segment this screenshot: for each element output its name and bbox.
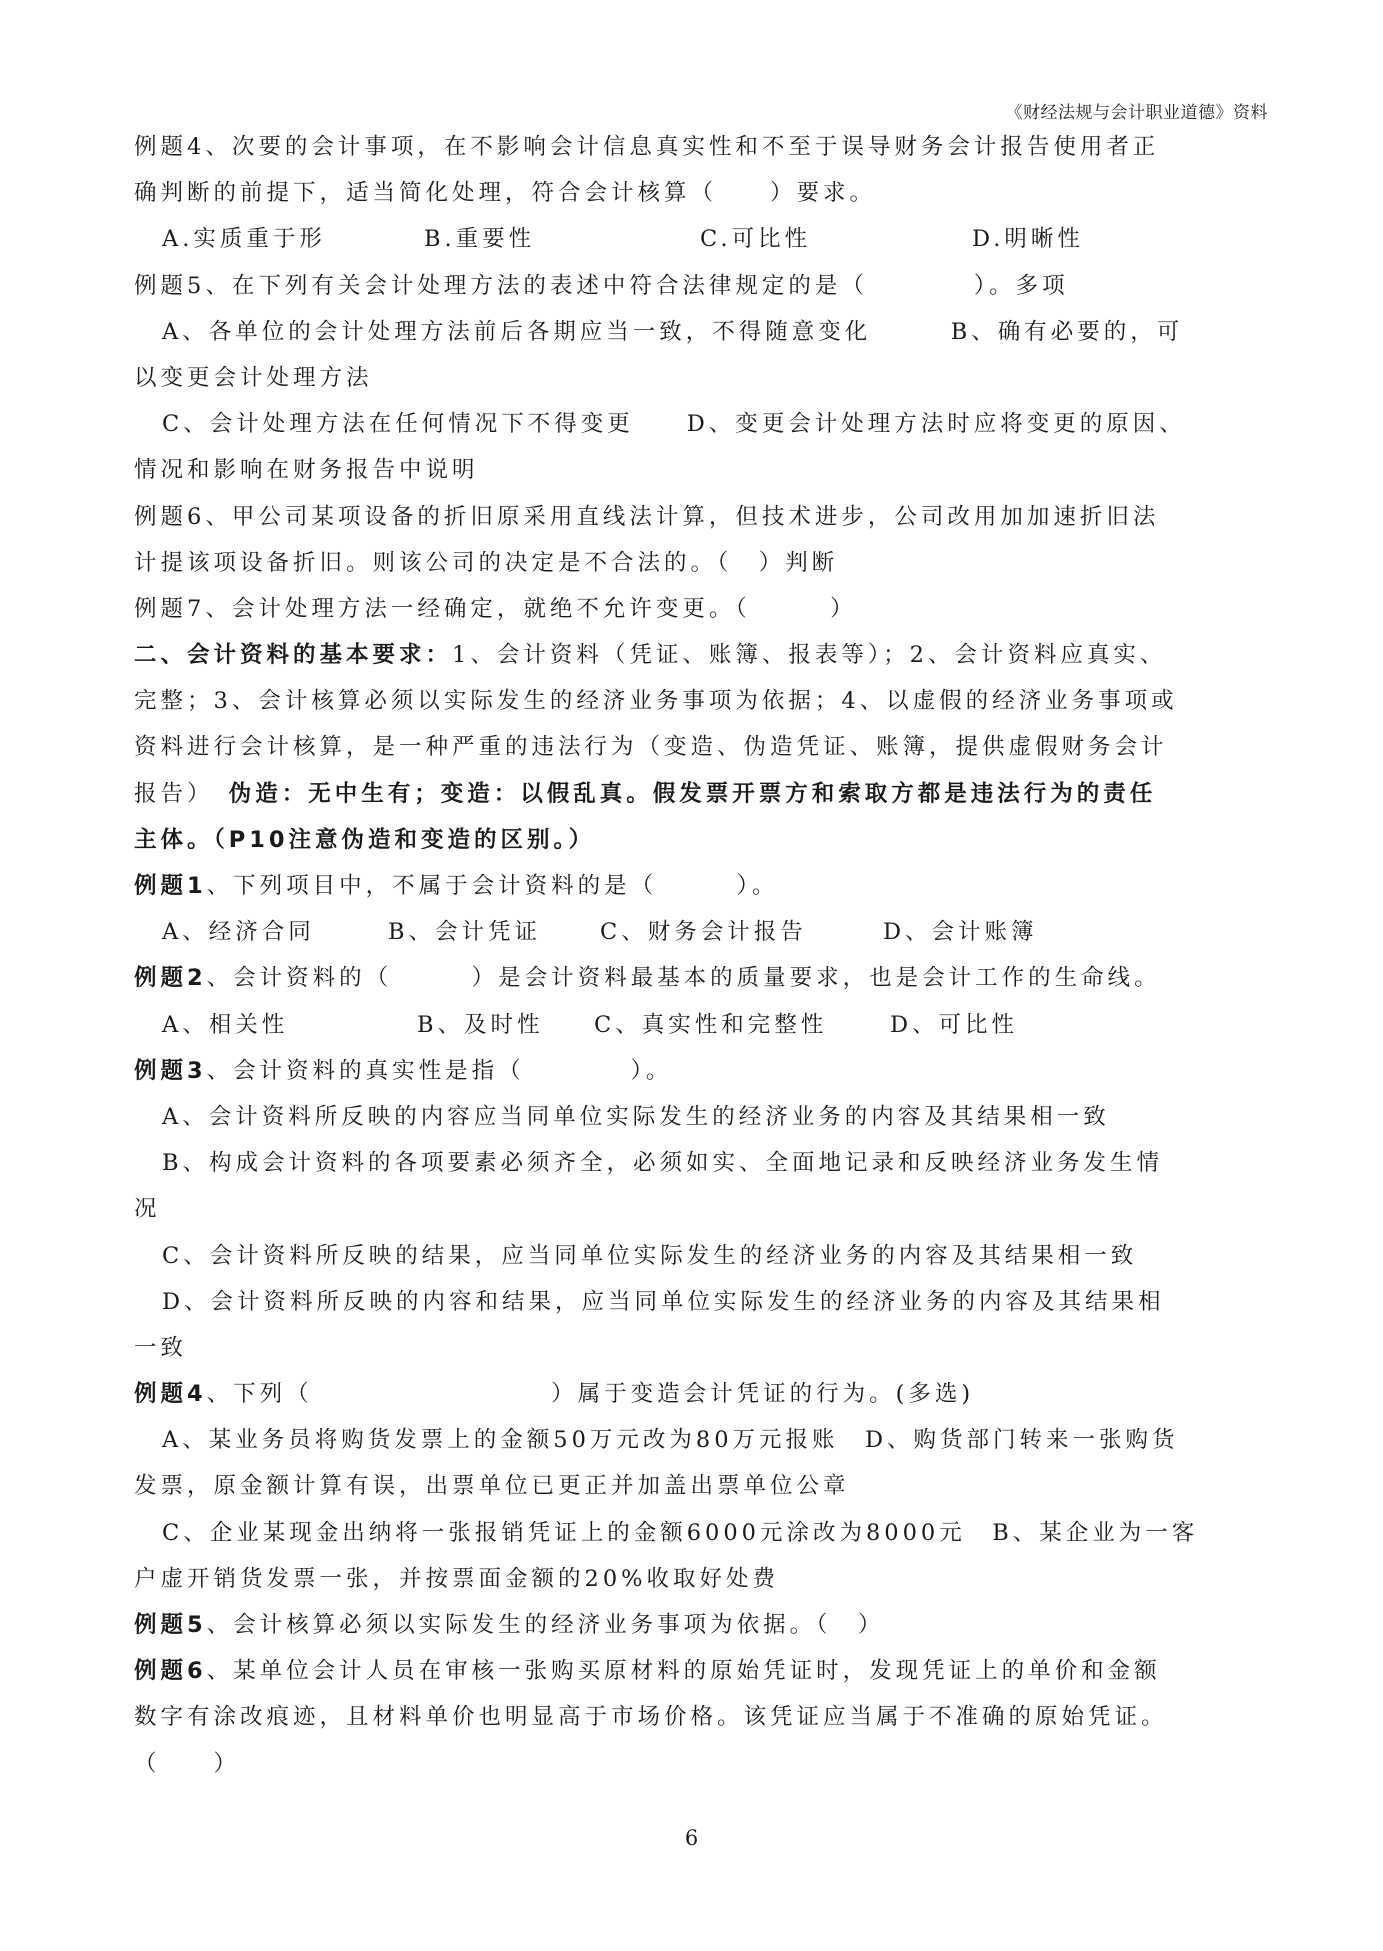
example-line: [134, 1371, 1252, 1417]
text-line: A、会计资料所反映的内容应当同单位实际发生的经济业务的内容及其结果相一致: [162, 1103, 1110, 1130]
option-d: D、可比性: [890, 1011, 1019, 1038]
option-row: [134, 909, 1252, 955]
example-line: [134, 1048, 1252, 1094]
example-line: [134, 863, 1252, 909]
option-c: C、财务会计报告: [600, 919, 807, 946]
example-label: 例题5: [134, 1612, 207, 1638]
option-b: B.重要性: [424, 226, 536, 253]
option-d: D.明晰性: [972, 226, 1084, 253]
page-body: [134, 124, 1252, 1787]
report-prefix: 报告）: [134, 780, 229, 807]
example-text: 、下列（ ）属于变造会计凭证的行为。(多选): [206, 1381, 975, 1408]
text-line: 资料进行会计核算，是一种严重的违法行为（变造、伪造凭证、账簿，提供虚假财务会计: [134, 734, 1168, 761]
text-line: C、会计处理方法在任何情况下不得变更 D、变更会计处理方法时应将变更的原因、: [162, 411, 1186, 438]
text-line: 以变更会计处理方法: [134, 364, 373, 391]
running-header: 《财经法规与会计职业道德》资料: [1005, 103, 1268, 123]
text-line: （ ）: [134, 1750, 241, 1777]
text-line: 发票，原金额计算有误，出票单位已更正并加盖出票单位公章: [134, 1473, 850, 1500]
text-line: 情况和影响在财务报告中说明: [134, 457, 479, 484]
bold-note-line: 主体。（P10注意伪造和变造的区别。）: [134, 826, 596, 853]
example-label: 例题3: [134, 1057, 207, 1084]
option-d: D、会计账簿: [883, 919, 1038, 946]
example-line: [134, 955, 1252, 1001]
text-line: 例题4、次要的会计事项，在不影响会计信息真实性和不至于误导财务会计报告使用者正: [134, 134, 1160, 160]
text-line: 例题7、会计处理方法一经确定，就绝不允许变更。（ ）: [134, 595, 857, 622]
text-line: [134, 771, 1252, 817]
section-heading: 二、会计资料的基本要求：: [134, 642, 453, 669]
text-line: 确判断的前提下，适当简化处理，符合会计核算（ ）要求。: [134, 180, 877, 207]
page-number: 6: [684, 1826, 699, 1850]
example-label: 例题4: [134, 1381, 207, 1408]
example-label: 例题6: [134, 1658, 207, 1685]
example-text: 、会计资料的真实性是指（ ）。: [206, 1057, 673, 1084]
text-line: 户虚开销货发票一张，并按票面金额的20%收取好处费: [134, 1565, 780, 1592]
section-text: 1、会计资料（凭证、账簿、报表等）；2、会计资料应真实、: [452, 642, 1167, 669]
text-line: 完整；3、会计核算必须以实际发生的经济业务事项为依据；4、以虚假的经济业务事项或: [134, 688, 1178, 715]
example-text: 、会计资料的（ ）是会计资料最基本的质量要求，也是会计工作的生命线。: [206, 965, 1161, 992]
example-text: 、下列项目中，不属于会计资料的是（ ）。: [206, 873, 779, 899]
text-line: C、企业某现金出纳将一张报销凭证上的金额6000元涂改为8000元 B、某企业为一客: [162, 1519, 1199, 1546]
text-line: A、各单位的会计处理方法前后各期应当一致，不得随意变化 B、确有必要的，可: [162, 318, 1184, 345]
example-text: 、会计核算必须以实际发生的经济业务事项为依据。（ ）: [206, 1612, 885, 1638]
text-line: B、构成会计资料的各项要素必须齐全，必须如实、全面地记录和反映经济业务发生情: [162, 1150, 1164, 1177]
option-c: C、真实性和完整性: [594, 1011, 828, 1038]
text-line: 数字有涂改痕迹，且材料单价也明显高于市场价格。该凭证应当属于不准确的原始凭证。: [134, 1704, 1168, 1731]
option-row: [134, 216, 1252, 262]
example-text: 、某单位会计人员在审核一张购买原材料的原始凭证时，发现凭证上的单价和金额: [206, 1658, 1161, 1685]
bold-note: 伪造：无中生有；变造：以假乱真。假发票开票方和索取方都是违法行为的责任: [228, 780, 1157, 807]
option-a: A.实质重于形: [162, 226, 326, 253]
option-row: [134, 1002, 1252, 1048]
text-line: 计提该项设备折旧。则该公司的决定是不合法的。（ ）判断: [134, 549, 839, 576]
option-a: A、经济合同: [162, 919, 315, 946]
text-line: 况: [134, 1196, 161, 1223]
text-line: 一致: [134, 1334, 188, 1361]
option-a: A、相关性: [162, 1011, 289, 1038]
option-b: B、及时性: [417, 1011, 544, 1038]
example-label: 例题1: [134, 873, 207, 899]
example-label: 例题2: [134, 965, 207, 992]
text-line: 例题6、甲公司某项设备的折旧原采用直线法计算，但技术进步，公司改用加加速折旧法: [134, 503, 1160, 530]
option-c: C.可比性: [700, 226, 812, 253]
section-heading-line: [134, 632, 1252, 678]
text-line: C、会计资料所反映的结果，应当同单位实际发生的经济业务的内容及其结果相一致: [162, 1242, 1138, 1269]
text-line: D、会计资料所反映的内容和结果，应当同单位实际发生的经济业务的内容及其结果相: [162, 1288, 1165, 1315]
option-b: B、会计凭证: [388, 919, 542, 946]
text-line: A、某业务员将购货发票上的金额50万元改为80万元报账 D、购货部门转来一张购货: [162, 1427, 1179, 1454]
example-line: [134, 1602, 1252, 1648]
example-line: [134, 1648, 1252, 1694]
text-line: 例题5、在下列有关会计处理方法的表述中符合法律规定的是（ ）。多项: [134, 272, 1069, 299]
